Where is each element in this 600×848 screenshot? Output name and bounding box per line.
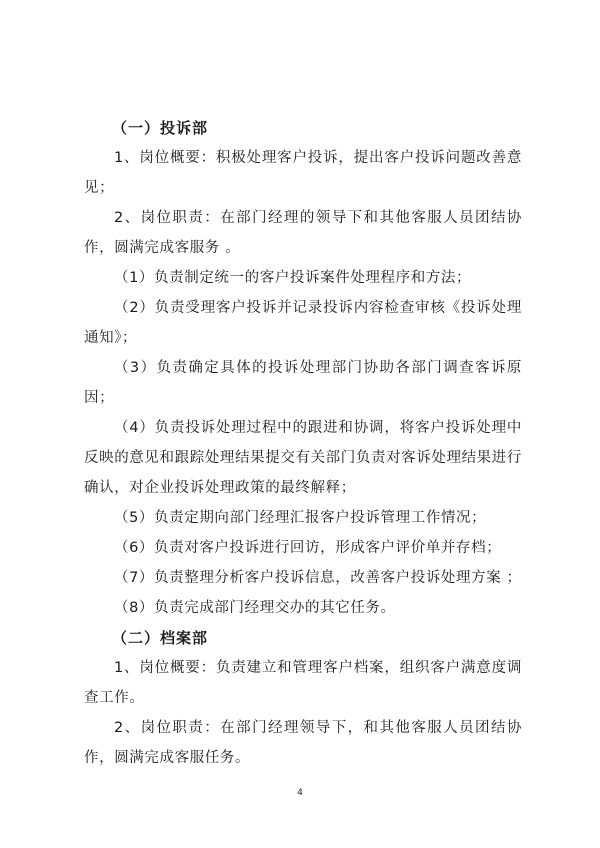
complaints-duty-item: （1）负责制定统一的客户投诉案件处理程序和方法； bbox=[114, 270, 472, 286]
archives-duties-intro: 2、岗位职责：在部门经理领导下，和其他客服人员团结协作，圆满完成客服任务。 bbox=[84, 720, 522, 766]
complaints-duty-item: （5）负责定期向部门经理汇报客户投诉管理工作情况； bbox=[114, 510, 487, 526]
document-body bbox=[84, 113, 522, 773]
complaints-duty-item: （3）负责确定具体的投诉处理部门协助各部门调查客诉原因； bbox=[84, 360, 522, 406]
complaints-duty-item: （4）负责投诉处理过程中的跟进和协调，将客户投诉处理中反映的意见和跟踪处理结果提交有关部门负责对客诉处理结果进行确认，对企业投诉处理政策的最终解释； bbox=[84, 420, 522, 496]
complaints-duties-intro: 2、岗位职责：在部门经理的领导下和其他客服人员团结协作，圆满完成客服务 。 bbox=[84, 210, 522, 256]
complaints-duty-item: （8）负责完成部门经理交办的其它任务。 bbox=[114, 600, 396, 616]
complaints-duty-item: （7）负责整理分析客户投诉信息，改善客户投诉处理方案 ； bbox=[114, 570, 522, 586]
complaints-duty-item: （2）负责受理客户投诉并记录投诉内容检查审核《投诉处理通知》； bbox=[84, 300, 522, 346]
complaints-overview: 1、岗位概要：积极处理客户投诉，提出客户投诉问题改善意见； bbox=[84, 150, 522, 196]
page-number: 4 bbox=[297, 788, 303, 798]
archives-overview: 1、岗位概要：负责建立和管理客户档案，组织客户满意度调查工作。 bbox=[84, 660, 522, 706]
section-heading-complaints: （一）投诉部 bbox=[112, 119, 209, 137]
complaints-duty-item: （6）负责对客户投诉进行回访，形成客户评价单并存档； bbox=[114, 540, 502, 556]
section-heading-archives: （二）档案部 bbox=[112, 629, 209, 647]
